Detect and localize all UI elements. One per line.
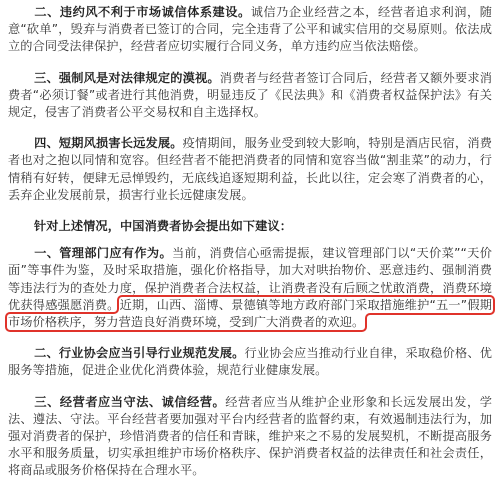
paragraph-text: 诚信乃企业经营之本，经营者追求利润，随意“砍单”，毁弃与消费者已签订的合同，完全违背了公平和诚实信用的交易原则。依法成立的合同受法律保护，经营者应切实履行合同义务，单方违约应当依法赔偿。 (8, 5, 493, 54)
paragraph-text: 经营者应当从维护企业形象和长远发展出发，学法、遵法、守法。平台经营者要加强对平台内经营者的监督约束，有效遏制违法行为，加强对消费者的保护，珍惜消费者的信任和青睐，维护来之不易的发展契机，不断提高服务水平和服务质量，切实承担维护市场价格秩序、保护消费者权益的法律责任和社会责任，将商品或服务价格保持在合理水平。 (8, 394, 492, 478)
suggestion-operators (8, 394, 492, 480)
paragraph-heading: 一、管理部门应有作为。 (34, 246, 172, 261)
paragraph-text: 当前，消费信心亟需提振，建议管理部门以“天价菜”“天价面”等事件为鉴，及时采取措施，强化价格指导，加大对哄抬物价、恶意违约、强制消费等违法行为的查处力度，保护消费者合法权益，让消费者没有后顾之忧敢消费，消费环境优获得感强愿消费。 (8, 246, 492, 312)
intro-text: 针对上述情况，中国消费者协会提出如下建议： (34, 219, 293, 234)
suggestion-associations (8, 345, 492, 379)
paragraph-heading: 四、短期风损害长远发展。 (34, 136, 183, 151)
suggestions-intro (8, 218, 492, 235)
paragraph-text: 消费者与经营者签订合同后，经营者又额外要求消费者“必须订餐”或者进行其他消费，明显违反了《民法典》和《消费者权益保护法》有关规定，侵害了消费者公平交易权和自主选择权。 (8, 70, 492, 120)
paragraph-coercion (8, 70, 492, 122)
paragraph-short-term (8, 135, 492, 204)
paragraph-heading: 三、强制风是对法律规定的漠视。 (34, 70, 220, 85)
paragraph-breach (8, 4, 492, 56)
paragraph-heading: 二、行业协会应当引导行业规范发展。 (34, 346, 245, 361)
paragraph-text: 疫情期间，服务业受到较大影响，特别是酒店民宿，消费者也对之抱以同情和宽容。但经营者不能把消费者的同情和宽容当做“割韭菜”的动力，行情稍有好转，便肆无忌惮毁约，无底线追逐短期利益，长此以往，定会寒了消费者的心，丢弃企业发展前景，损害行业长远健康发展。 (8, 136, 493, 202)
paragraph-heading: 二、违约风不利于市场诚信体系建设。 (34, 5, 251, 19)
suggestion-authorities (8, 245, 492, 331)
paragraph-text: 行业协会应当推动行业自律，采取稳价格、优服务等措施，促进企业优化消费体验，规范行业健康发展。 (8, 346, 493, 378)
highlighted-sentence: 近期，山西、淄博、景德镇等地方政府部门采取措施维护“五一”假期市场价格秩序，努力营造良好消费环境，受到广大消费者的欢迎。 (8, 297, 493, 330)
paragraph-heading: 三、经营者应当守法、诚信经营。 (34, 394, 226, 409)
